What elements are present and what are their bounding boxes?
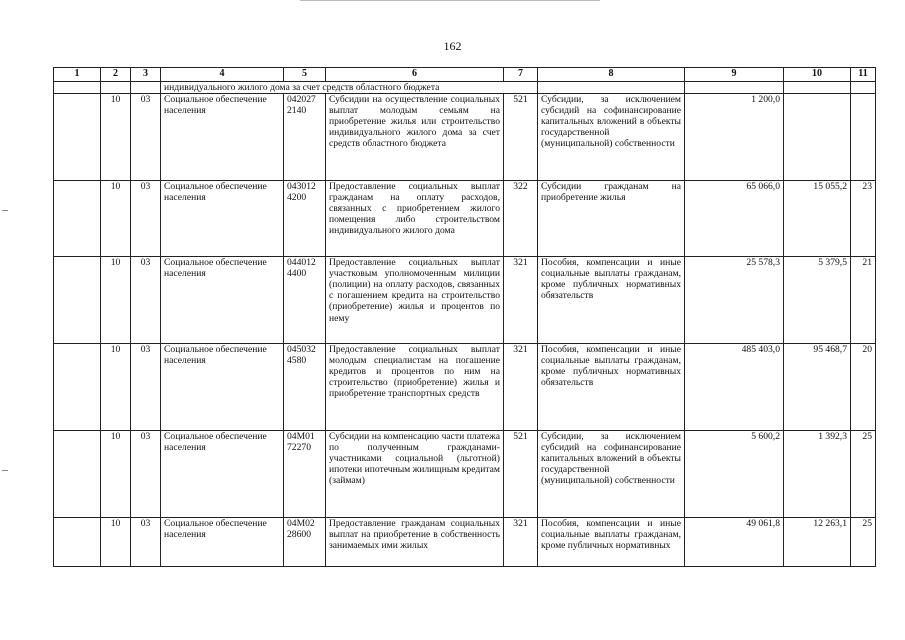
- continuation-row: [54, 82, 876, 94]
- header-cell: 9: [685, 68, 784, 82]
- header-cell: 6: [326, 68, 504, 82]
- cell-subsection: 03: [131, 181, 161, 257]
- table-row: [54, 431, 876, 518]
- cell-section: 10: [101, 257, 131, 344]
- cell-percent: 23: [851, 181, 876, 257]
- margin-mark: [2, 470, 8, 471]
- cell-expense-type: 322: [504, 181, 538, 257]
- cell-section: 10: [101, 181, 131, 257]
- cell-amount: 5 600,2: [685, 431, 784, 518]
- cell-section-name: Социальное обеспечение населения: [161, 181, 284, 257]
- cell-section-name: Социальное обеспечение населения: [161, 431, 284, 518]
- header-cell: 10: [784, 68, 851, 82]
- cell-expense-type: 521: [504, 431, 538, 518]
- cell-expense-name: Субсидии гражданам на приобретение жилья: [538, 181, 685, 257]
- cell-section: 10: [101, 94, 131, 181]
- cell-expense-name: Субсидии, за исключением субсидий на софинансирование капитальных вложений в объекты государственной (муниципальной) собственности: [538, 431, 685, 518]
- cell-target-code: 043012 4200: [284, 181, 326, 257]
- cell-expense-name: Пособия, компенсации и иные социальные выплаты гражданам, кроме публичных нормативных обязательств: [538, 257, 685, 344]
- header-cell: 4: [161, 68, 284, 82]
- cell-expense-name: Пособия, компенсации и иные социальные выплаты гражданам, кроме публичных нормативных: [538, 518, 685, 567]
- header-cell: 1: [54, 68, 101, 82]
- cell-amount: 1 200,0: [685, 94, 784, 181]
- cell-target-code: 04М02 28600: [284, 518, 326, 567]
- cell-percent: 20: [851, 344, 876, 431]
- table-row: [54, 181, 876, 257]
- cell-amount: 485 403,0: [685, 344, 784, 431]
- table-row: [54, 257, 876, 344]
- cell-amount-2: 15 055,2: [784, 181, 851, 257]
- header-cell: 7: [504, 68, 538, 82]
- cell-section-name: Социальное обеспечение населения: [161, 94, 284, 181]
- cell-percent: 25: [851, 518, 876, 567]
- table-row: [54, 518, 876, 567]
- cell-amount: 25 578,3: [685, 257, 784, 344]
- cell-section: 10: [101, 431, 131, 518]
- cell-amount-2: 5 379,5: [784, 257, 851, 344]
- page-number: 162: [443, 39, 462, 53]
- budget-table: [53, 67, 876, 567]
- cell-amount-2: [784, 94, 851, 181]
- header-row: [54, 68, 876, 82]
- cell-description: Предоставление гражданам социальных выплат на приобретение в собственность занимаемых ими жилых: [326, 518, 504, 567]
- cell-amount-2: 95 468,7: [784, 344, 851, 431]
- cell-expense-type: 521: [504, 94, 538, 181]
- header-cell: 2: [101, 68, 131, 82]
- cell-subsection: 03: [131, 257, 161, 344]
- cell-percent: 25: [851, 431, 876, 518]
- cell-subsection: 03: [131, 344, 161, 431]
- cell-description: Субсидии на осуществление социальных выплат молодым семьям на приобретение жилья или строительство индивидуального жилого дома за счет средств областного бюджета: [326, 94, 504, 181]
- cell-target-code: 045032 4580: [284, 344, 326, 431]
- cell-percent: 21: [851, 257, 876, 344]
- cell-col1: [54, 181, 101, 257]
- cell-col1: [54, 344, 101, 431]
- cell-col1: [54, 94, 101, 181]
- cell-expense-type: 321: [504, 344, 538, 431]
- table-row: [54, 94, 876, 181]
- header-cell: 5: [284, 68, 326, 82]
- cell-col1: [54, 431, 101, 518]
- cell-amount: 65 066,0: [685, 181, 784, 257]
- margin-mark: [2, 210, 8, 211]
- cell-target-code: 042027 2140: [284, 94, 326, 181]
- cell-percent: [851, 94, 876, 181]
- cell-description: Предоставление социальных выплат участковым уполномоченным милиции (полиции) на оплату расходов, связанных с погашением кредита на строительство (приобретение) жилья и процентов по нему: [326, 257, 504, 344]
- cell-amount-2: 12 263,1: [784, 518, 851, 567]
- cell-section-name: Социальное обеспечение населения: [161, 344, 284, 431]
- cell-col1: [54, 257, 101, 344]
- cell-section-name: Социальное обеспечение населения: [161, 257, 284, 344]
- table-row: [54, 344, 876, 431]
- cell-expense-name: Субсидии, за исключением субсидий на софинансирование капитальных вложений в объекты государственной (муниципальной) собственности: [538, 94, 685, 181]
- cell-col1: [54, 518, 101, 567]
- cell-expense-type: 321: [504, 518, 538, 567]
- cell-section: 10: [101, 518, 131, 567]
- header-cell: 8: [538, 68, 685, 82]
- cell-subsection: 03: [131, 431, 161, 518]
- cell-amount-2: 1 392,3: [784, 431, 851, 518]
- cell-section-name: Социальное обеспечение населения: [161, 518, 284, 567]
- cell-expense-type: 321: [504, 257, 538, 344]
- continuation-text: индивидуального жилого дома за счет средств областного бюджета: [161, 82, 538, 94]
- cell-description: Субсидии на компенсацию части платежа по полученным гражданами-участниками социальной (льготной) ипотеки ипотечным жилищным кредитам (займам): [326, 431, 504, 518]
- cell-subsection: 03: [131, 94, 161, 181]
- cell-target-code: 04М01 72270: [284, 431, 326, 518]
- cell-subsection: 03: [131, 518, 161, 567]
- cell-expense-name: Пособия, компенсации и иные социальные выплаты гражданам, кроме публичных нормативных обязательств: [538, 344, 685, 431]
- top-scan-line: [300, 0, 600, 4]
- cell-description: Предоставление социальных выплат молодым специалистам на погашение кредитов и процентов по ним на строительство (приобретение) жилья и приобретение транспортных средств: [326, 344, 504, 431]
- header-cell: 3: [131, 68, 161, 82]
- cell-amount: 49 061,8: [685, 518, 784, 567]
- cell-section: 10: [101, 344, 131, 431]
- cell-description: Предоставление социальных выплат гражданам на оплату расходов, связанных с приобретением жилого помещения либо строительством индивидуального жилого дома: [326, 181, 504, 257]
- cell-target-code: 044012 4400: [284, 257, 326, 344]
- header-cell: 11: [851, 68, 876, 82]
